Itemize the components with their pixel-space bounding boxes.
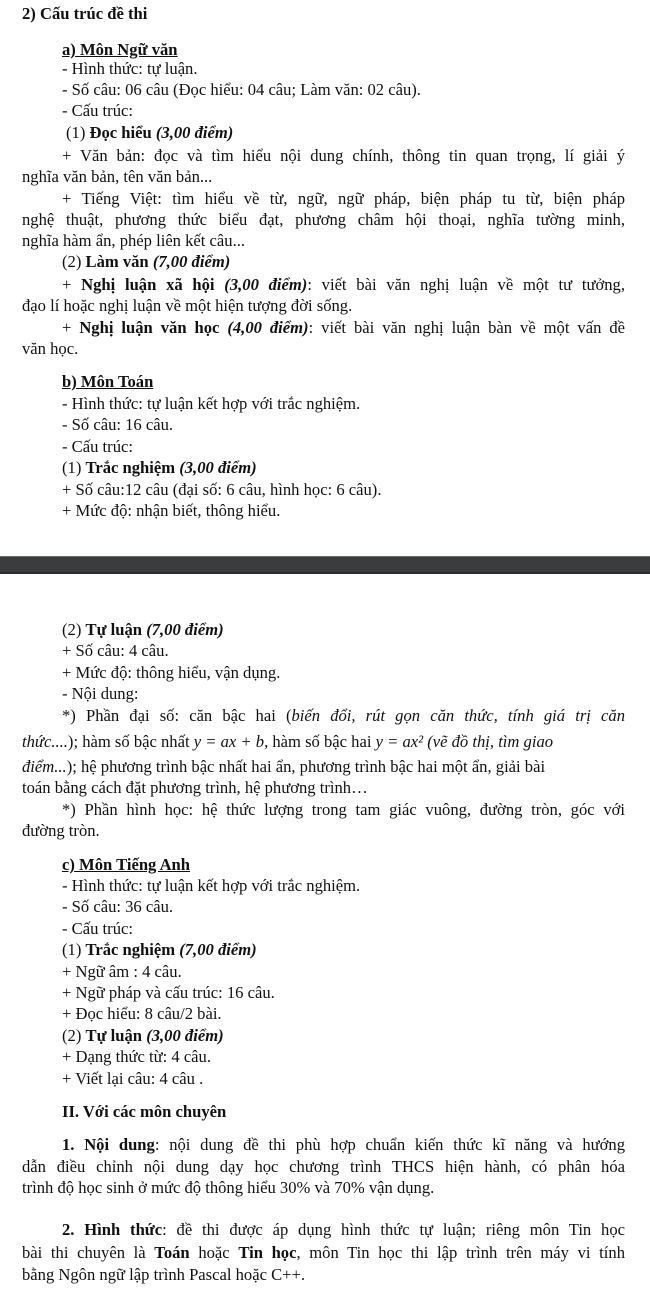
equation-quadratic: y = ax² [375,732,424,751]
document-page-2 [0,574,650,1291]
tieng-anh-viet-lai: + Viết lại câu: 4 câu . [62,1069,204,1088]
tieng-anh-heading: c) Môn Tiếng Anh [62,855,191,874]
tieng-anh-dang-thuc: + Dạng thức từ: 4 câu. [62,1047,211,1066]
nghi-luan-van-hoc-line-2: văn học. [22,339,79,358]
toan-tn-so-cau: + Số câu:12 câu (đại số: 6 câu, hình học: 6 câu). [62,480,382,499]
toan-noi-dung: - Nội dung: [62,684,139,703]
noi-dung-line-1: 1. Nội dung: nội dung đề thi phù hợp chuẩn kiến thức kĩ năng và hướng [62,1135,625,1154]
mon-chuyen-heading: II. Với các môn chuyên [62,1102,227,1121]
ngu-van-so-cau: - Số câu: 06 câu (Đọc hiểu: 04 câu; Làm văn: 02 câu). [62,80,421,99]
toan-so-cau: - Số câu: 16 câu. [62,415,174,434]
ngu-van-hinh-thuc: - Hình thức: tự luận. [62,59,198,78]
tieng-anh-so-cau: - Số câu: 36 câu. [62,897,174,916]
document-page-1 [0,0,650,556]
hinh-thuc-line-3: bằng Ngôn ngữ lập trình Pascal hoặc C++. [22,1265,306,1284]
tieng-anh-ngu-am: + Ngữ âm : 4 câu. [62,962,182,981]
dai-so-line-4: toán bằng cách đặt phương trình, hệ phương trình… [22,778,368,797]
ngu-van-cau-truc: - Cấu trúc: [62,101,133,120]
tieng-viet-line-3: nghĩa hàm ẩn, phép liên kết câu... [22,231,246,250]
ngu-van-heading: a) Môn Ngữ văn [62,40,178,59]
section-2-title: 2) Cấu trúc đề thi [22,4,148,23]
toan-tu-luan-heading: (2) Tự luận (7,00 điểm) [62,620,224,639]
tieng-viet-line-2: nghệ thuật, phương thức biểu đạt, phương châm hội thoại, nghĩa tường minh, [22,210,625,229]
lam-van-heading: (2) Làm văn (7,00 điểm) [62,252,231,271]
dai-so-line-2: thức....); hàm số bậc nhất y = ax + b, hàm số bậc hai y = ax² (vẽ đồ thị, tìm giao [22,732,554,751]
dai-so-line-3: điểm...); hệ phương trình bậc nhất hai ẩn, phương trình bậc hai một ẩn, giải bài [22,757,546,776]
toan-tn-muc-do: + Mức độ: nhận biết, thông hiểu. [62,501,281,520]
tieng-anh-hinh-thuc: - Hình thức: tự luận kết hợp với trắc nghiệm. [62,876,361,895]
tieng-anh-doc-hieu: + Đọc hiểu: 8 câu/2 bài. [62,1004,222,1023]
toan-cau-truc: - Cấu trúc: [62,437,133,456]
page-break-separator [0,556,650,574]
nghi-luan-xa-hoi-line-1: + Nghị luận xã hội (3,00 điểm): viết bài văn nghị luận về một tư tưởng, [62,275,625,294]
doc-hieu-heading: (1) Đọc hiểu (3,00 điểm) [66,123,234,142]
nghi-luan-xa-hoi-line-2: đạo lí hoặc nghị luận về một hiện tượng đời sống. [22,296,353,315]
tieng-anh-trac-nghiem-heading: (1) Trắc nghiệm (7,00 điểm) [62,940,257,959]
van-ban-line-1: + Văn bản: đọc và tìm hiểu nội dung chính, thông tin quan trọng, lí giải ý [62,146,625,165]
hinh-thuc-line-1: 2. Hình thức: đề thi được áp dụng hình thức tự luận; riêng môn Tin học [62,1220,626,1239]
noi-dung-line-2: dẫn điều chỉnh nội dung dạy học chương trình THCS hiện hành, có phân hóa [22,1157,625,1176]
hinh-thuc-line-2: bài thi chuyên là Toán hoặc Tin học, môn Tin học thi lập trình trên máy vi tính [22,1243,625,1262]
toan-tl-so-cau: + Số câu: 4 câu. [62,641,169,660]
toan-tl-muc-do: + Mức độ: thông hiểu, vận dụng. [62,663,281,682]
tieng-anh-cau-truc: - Cấu trúc: [62,919,133,938]
hinh-hoc-line-1: *) Phần hình học: hệ thức lượng trong tam giác vuông, đường tròn, góc với [62,800,625,819]
equation-linear: y = ax + b [193,732,265,751]
hinh-hoc-line-2: đường tròn. [22,821,100,840]
toan-heading: b) Môn Toán [62,372,154,391]
toan-trac-nghiem-heading: (1) Trắc nghiệm (3,00 điểm) [62,458,257,477]
toan-hinh-thuc: - Hình thức: tự luận kết hợp với trắc nghiệm. [62,394,361,413]
van-ban-line-2: nghĩa văn bản, tên văn bản... [22,167,213,186]
tieng-viet-line-1: + Tiếng Việt: tìm hiểu về từ, ngữ, ngữ pháp, biện pháp tu từ, biện pháp [62,189,625,208]
nghi-luan-van-hoc-line-1: + Nghị luận văn học (4,00 điểm): viết bài văn nghị luận bàn về một vấn đề [62,318,625,337]
dai-so-line-1: *) Phần đại số: căn bậc hai (biến đổi, rút gọn căn thức, tính giá trị căn [62,706,625,725]
tieng-anh-ngu-phap: + Ngữ pháp và cấu trúc: 16 câu. [62,983,275,1002]
noi-dung-line-3: trình độ học sinh ở mức độ thông hiểu 30% và 70% vận dụng. [22,1178,435,1197]
tieng-anh-tu-luan-heading: (2) Tự luận (3,00 điểm) [62,1026,224,1045]
